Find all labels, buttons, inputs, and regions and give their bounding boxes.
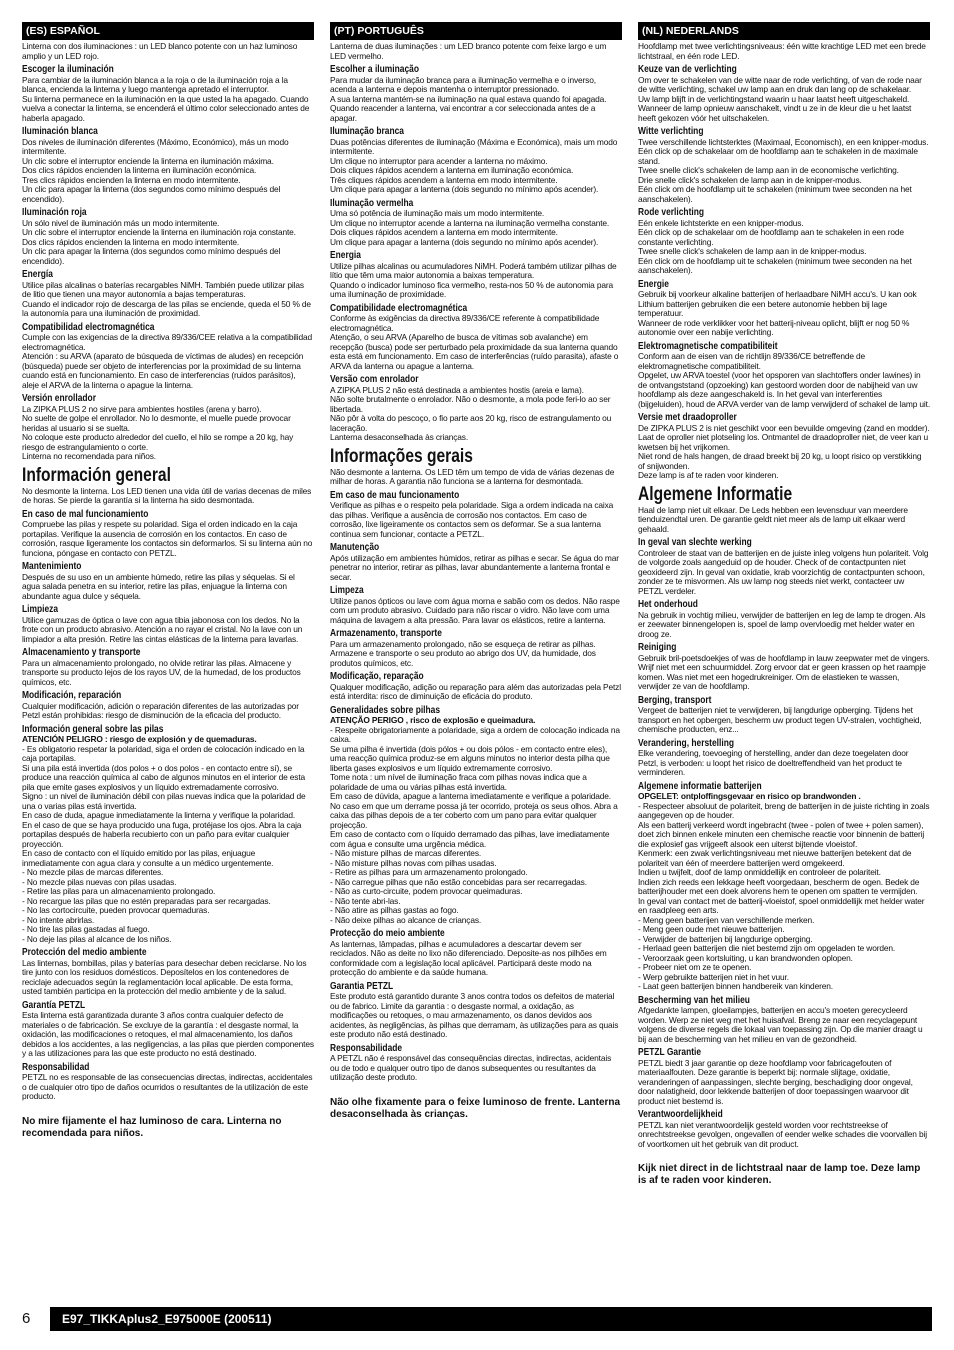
section-body: Un sólo nivel de iluminación más un modo intermitente. Un clic sobre el interruptor enciende la linterna en iluminación roja constante. Dos clics rápidos encienden la linterna en modo intermitente. Un clic para apagar la linterna (dos segundos como mínimo después del encendido). bbox=[22, 217, 296, 266]
section-heading: Generalidades sobre pilhas bbox=[330, 704, 441, 716]
section-heading: Versión enrollador bbox=[22, 393, 96, 404]
section-body: PETZL kan niet verantwoordelijk gesteld worden voor rechtstreekse of onrechtstreekse gevolgen, ongevallen of eender welke schades die voorvallen bij of voortkomen uit het gebruik van dit product. bbox=[638, 1119, 927, 1149]
section bbox=[638, 126, 930, 204]
section bbox=[22, 561, 314, 601]
section-heading: Iluminación blanca bbox=[22, 126, 98, 137]
section-heading: Iluminación roja bbox=[22, 207, 87, 218]
intro-text: Linterna con dos iluminaciones : un LED blanco potente con un haz luminoso amplio y un LED rojo. bbox=[22, 41, 298, 61]
section-body: Duas potências diferentes de iluminação (Máxima e Económica), mais um modo intermitente. Um clique no interruptor para acender a lanterna no máximo. Dois cliques rápidos acendem a lanterna em iluminação económica. Três cliques rápidos acendem a lanterna em modo intermitente. Um clique para apagar a lanterna (dois segundo no mínimo após acender). bbox=[330, 136, 618, 194]
section-body: Gebruik bril-poetsdoekjes of was de hoofdlamp in lauw zeepwater met de vingers. Wrijf niet met een schuurmiddel. Zorg ervoor dat er geen krassen op het raampje komen. Was niet met een hogedrukreiniger. Om de elastieken te wassen, verwijder ze van de hoofdlamp. bbox=[638, 652, 930, 691]
general-info-title: Informações gerais bbox=[330, 445, 473, 467]
section bbox=[638, 64, 930, 123]
section bbox=[638, 1047, 930, 1106]
section-heading: Het onderhoud bbox=[638, 599, 698, 610]
section-body: De ZIPKA PLUS 2 is niet geschikt voor een bevuilde omgeving (zand en modder). Laat de oproller niet plotseling los. Ontmantel de draadoproller niet, de veer kan u kwetsen bij het vrijkomen. Niet rond de hals hangen, de draad breekt bij 20 kg, u loopt risico op verstikking of snijwonden. Deze lamp is af te raden voor kinderen. bbox=[638, 422, 930, 480]
section-heading: Reiniging bbox=[638, 642, 677, 653]
section bbox=[330, 198, 622, 248]
section bbox=[330, 628, 622, 668]
general-info-intro: No desmonte la linterna. Los LED tienen una vida útil de varias decenas de miles de horas. Se pierde la garantía si la linterna ha sido desmontada. bbox=[22, 485, 312, 505]
section-body: A PETZL não é responsável das consequências directas, indirectas, acidentais ou de todo e qualquer outro tipo de danos subsequentes ou resultantes da utilização deste produto. bbox=[330, 1053, 612, 1082]
section-body: - Respecteer absoluut de polariteit, breng de batterijen in de juiste richting in zoals aangegeven op de houder. Als een batterij verkeerd wordt ingebracht (twee - polen of twee + polen samen), doet zich binnen enkele minuten een chemische reactie voor binnenin de batterij die explosief gas vrijgeeft alsook een uiterst bijtende vloeistof. Kenmerk: een zwak verlichtingsniveau met nieuwe batterijen betekent dat de polariteit van één of meerdere batterijen werd omgekeerd. Indien u twijfelt, doof de lamp onmiddellijk en controleer de polariteit. Indien zich reeds een lekkage heeft voorgedaan, bescherm de ogen. Bedek de batterijhouder met een doek alvorens hem te openen om spatten te vermijden. In geval van contact met de batterij-vloeistof, spoel onmiddellijk met helder water en raadpleeg een arts. - Meng geen batterijen van verschillende merken. - Meng geen oude met nieuwe batterijen. - Verwijder de batterijen bij langdurige opberging. - Herlaad geen batterijen die niet bestemd zijn om opgeladen te worden. - Veroorzaak geen kortsluiting, u kan brandwonden oplopen. - Probeer niet om ze te openen. - Werp gebruikte batterijen niet in het vuur. - Laat geen batterijen binnen handbereik van kinderen. bbox=[638, 800, 930, 991]
section-body: A ZIPKA PLUS 2 não está destinada a ambientes hostis (areia e lama). Não solte brutalmente o enrolador. Não o desmonte, a mola pode feri-lo ao ser libertada. Não pôr à volta do pescoço, o fio parte aos 20 kg, risco de estrangulamento ou laceração. Lanterna desaconselhada às crianças. bbox=[330, 384, 612, 442]
section-heading: Responsabilidade bbox=[330, 1042, 403, 1054]
section-body: Utilice gamuzas de óptica o lave con agua tibia jabonosa con los dedos. No la frote con un producto abrasivo. Atención a no rayar el cristal. No la lave con un limpiador a alta presión. Retire las cintas elásticas de la linterna para lavarlas. bbox=[22, 614, 303, 644]
section-body: Eén enkele lichtsterkte en een knipper-modus. Eén click op de schakelaar om de hoofdlamp aan te schakelen in een rode constante verlichting. Twee snelle click's schakelen de lamp aan in de knipper-modus. Eén click om de hoofdlamp uit te schakelen (minimum twee seconden na het aanschakelen). bbox=[638, 217, 912, 275]
safety-note: No mire fijamente el haz luminoso de cara. Linterna no recomendada para niños. bbox=[22, 1115, 282, 1139]
section-body: Dos niveles de iluminación diferentes (Máximo, Económico), más un modo intermitente. Un clic sobre el interruptor enciende la linterna en iluminación máxima. Dos clics rápidos encienden la linterna en iluminación económica. Tres clics rápidos encienden la linterna en modo intermitente. Un clic para apagar la linterna (dos segundos como mínimo después del encendido). bbox=[22, 136, 289, 204]
section-heading: Protecção do meio ambiente bbox=[330, 928, 445, 939]
section-body: - Es obligatorio respetar la polaridad, siga el orden de colocación indicado en la caja portapilas. Si una pila está invertida (dos polos + o dos polos - en contacto entre sí), se produce una reacción química al cabo de algunos minutos en el interior de esta pila que emite gases explosivos y un líquido extremadamente corrosivo. Signo : un nivel de iluminación débil con pilas nuevas indica que la polaridad de una o varias pilas está invertida. En caso de duda, apague inmediatamente la linterna y verifique la polaridad. En el caso de que se haya producido una fuga, protéjase los ojos. Abra la caja portapilas después de haberla recubierto con un paño para evitar cualquier proyección. En caso de contacto con el líquido emitido por las pilas, enjuague inmediatamente con agua clara y consulte a un médico urgentemente. - No mezcle pilas de marcas diferentes. - No mezcle pilas nuevas con pilas usadas. - Retire las pilas para un almacenamiento prolongado. - No recargue las pilas que no estén preparadas para ser recargadas. - No las cortocircuite, pueden provocar quemaduras. - No intente abrirlas. - No tire las pilas gastadas al fuego. - No deje las pilas al alcance de los niños. bbox=[22, 743, 306, 944]
section bbox=[638, 1109, 930, 1149]
safety-note: Não olhe fixamente para o feixe luminoso de frente. Lanterna desaconselhada às crianças. bbox=[330, 1096, 621, 1120]
section bbox=[22, 207, 314, 266]
section bbox=[22, 947, 314, 997]
section bbox=[638, 207, 930, 276]
section-body: Las linternas, bombillas, pilas y baterías para desechar deben reciclarse. No los tire junto con los residuos domésticos. Deposítelos en los contenedores de reciclaje adecuados según la reglamentación local aplicable. De esta forma, usted también participa en la protección del medio ambiente y de la salud. bbox=[22, 957, 307, 996]
section bbox=[638, 412, 930, 481]
section bbox=[638, 341, 930, 410]
section-body: - Respeite obrigatoriamente a polaridade, siga a ordem de colocação indicada na caixa. Se uma pilha é invertida (dois pólos + ou dois pólos - em contacto entre eles), uma reacção química produz-se em alguns minutos no interior desta pilha que liberta gases explosivos e um líquido extremamente corrosivo. Tome nota : um nível de iluminação fraca com pilhas novas indica que a polaridade de uma ou várias pilhas está invertida. Em caso de dúvida, apague a lanterna imediatamente e verifique a polaridade. No caso em que um derrame possa já ter ocorrido, proteja os seus olhos. Abra a caixa das pilhas depois de a ter coberto com um pano para evitar qualquer projecção. Em caso de contacto com o líquido derramado das pilhas, lave imediatamente com água e consulte uma urgência médica. - Não misture pilhas de marcas diferentes. - Não misture pilhas novas com pilhas usadas. - Retire as pilhas para um armazenamento prolongado. - Não carregue pilhas que não estão concebidas para ser recarregadas. - Não as curto-circuite, podem provocar queimaduras. - Não tente abri-las. - Não atire as pilhas gastas ao fogo. - Não deixe pilhas ao alcance de crianças. bbox=[330, 724, 620, 925]
section-body: Qualquer modificação, adição ou reparação para além das autorizadas pela Petzl está interdita: risco de diminuição de eficácia do produto. bbox=[330, 681, 621, 701]
section bbox=[22, 64, 314, 123]
section-heading: Limpeza bbox=[330, 585, 364, 596]
page-footer bbox=[22, 1307, 932, 1331]
section-heading: Energía bbox=[22, 269, 53, 280]
section bbox=[330, 928, 622, 978]
language-header: (PT) PORTUGUÊS bbox=[330, 22, 622, 40]
section-body: Uma só potência de iluminação mais um modo intermitente. Um clique no interruptor acende a lanterna na iluminação vermelha constante. Dois cliques rápidos acendem a lanterna em modo intermitente. Um clique para apagar a lanterna (dois segundo no mínimo após acender). bbox=[330, 208, 610, 247]
section bbox=[638, 781, 930, 992]
column-spanish bbox=[22, 22, 314, 1140]
section-body: Twee verschillende lichtsterktes (Maximaal, Economisch), en een knipper-modus. Eén click op de schakelaar om de hoofdlamp aan te schakelen in de maximale stand. Twee snelle click's schakelen de lamp aan in de economische verlichting. Drie snelle click's schakelen de lamp aan in de knipper-modus. Eén click om de hoofdlamp uit te schakelen (minimum twee seconden na het aanschakelen). bbox=[638, 136, 929, 204]
section-body: La ZIPKA PLUS 2 no sirve para ambientes hostiles (arena y barro). No suelte de golpe el enrollador. No lo desmonte, el muelle puede provocar heridas al usuario si se suelta. No coloque este producto alrededor del cuello, el hilo se rompe a 20 kg, hay riesgo de estrangulamiento o corte. Linterna no recomendada para niños. bbox=[22, 403, 294, 461]
warning-label: OPGELET: ontploffingsgevaar en risico op brandwonden . bbox=[638, 791, 861, 801]
section-heading: Responsabilidad bbox=[22, 1061, 90, 1073]
section bbox=[22, 647, 314, 687]
section-heading: En caso de mal funcionamiento bbox=[22, 508, 149, 520]
section bbox=[22, 322, 314, 391]
section bbox=[22, 1000, 314, 1059]
section bbox=[330, 585, 622, 625]
section-heading: Berging, transport bbox=[638, 694, 712, 706]
section-body: Utilize pilhas alcalinas ou acumuladores NiMH. Poderá também utilizar pilhas de lítio que têm uma maior autonomia a baixas temperatura. Quando o indicador luminoso fica vermelho, resta-nos 50 % de autonomia para uma iluminação de proximidade. bbox=[330, 260, 617, 299]
section-heading: Garantía PETZL bbox=[22, 999, 86, 1011]
section bbox=[638, 537, 930, 596]
section-heading: Rode verlichting bbox=[638, 207, 705, 218]
section-body: Después de su uso en un ambiente húmedo, retire las pilas y séquelas. Si el agua salada penetra en su interior, retire las pilas, enjuague la linterna con abundante agua dulce y séquela. bbox=[22, 571, 295, 601]
section-body: Conform aan de eisen van de richtlijn 89/336/CE betreffende de elektromagnetische compatibiliteit. Opgelet, uw ARVA toestel (voor het opsporen van slachtoffers onder lawines) in de ontvangststand (opzoeking) kan gestoord worden door de nabijheid van uw hoofdlamp als deze aangeschakeld is. In het geval van interferenties (bijgeluiden), houd de ARVA verder van de lamp verwijderd of schakel de lamp uit. bbox=[638, 351, 931, 409]
section-body: Gebruik bij voorkeur alkaline batterijen of herlaadbare NiMH accu's. U kan ook Lithium batterijen gebruiken die een betere autonomie hebben bij lage temperatuur. Wanneer de rode verklikker voor het batterij-niveau oplicht, blijft er nog 50 % autonomie over een nabije verlichting. bbox=[638, 289, 917, 337]
section-heading: Modificação, reparação bbox=[330, 671, 424, 682]
section-body: Afgedankte lampen, gloeilampjes, batterijen en accu's moeten gerecycleerd worden. Werp ze niet weg met het huisafval. Breng ze naar een recyclagepunt volgens de diverse regels die lokaal van toepassing zijn. Op die manier draagt u bij aan de bescherming van het milieu en van de gezondheid. bbox=[638, 1005, 923, 1044]
section-body: Verifique as pilhas e o respeito pela polaridade. Siga a ordem indicada na caixa das pilhas. Verifique a ausência de corrosão nos contactos. Em caso de corrosão, lixe ligeiramente os contactos sem os deformar. Se a sua lanterna continua sem funcionar, contacte a PETZL. bbox=[330, 500, 614, 539]
section-body: Conforme às exigências da directiva 89/336/CE referente à compatibilidade electromagnética. Atenção, o seu ARVA (Aparelho de busca de vítimas sob avalanche) em recepção (busca) pode ser perturbado pela proximidade da sua lanterna quando esta está em funcionamento. Em caso de interferências (ruído parasita), afaste o ARVA da lanterna ou apague a lanterna. bbox=[330, 313, 619, 371]
intro-text: Hoofdlamp met twee verlichtingsniveaus: één witte krachtige LED met een brede lichtstraal, en één rode LED. bbox=[638, 41, 926, 61]
section-heading: Witte verlichting bbox=[638, 126, 704, 137]
column-portuguese bbox=[330, 22, 622, 1121]
section-body: Para um armazenamento prolongado, não se esqueça de retirar as pilhas. Armazene e transporte o seu produto ao abrigo dos UV, da humidade, dos produtos químicos, etc. bbox=[330, 638, 596, 668]
general-info-intro: Haal de lamp niet uit elkaar. De Leds hebben een levensduur van meerdere tienduizendtal uren. De garantie geldt niet meer als de lamp uit elkaar werd gehaald. bbox=[638, 504, 908, 534]
section bbox=[330, 542, 622, 582]
warning-label: ATENÇÃO PERIGO , risco de explosão e queimadura. bbox=[330, 715, 536, 725]
section bbox=[330, 126, 622, 195]
section-heading: Versie met draadoproller bbox=[638, 412, 737, 423]
section-heading: Modificación, reparación bbox=[22, 690, 122, 701]
section bbox=[638, 599, 930, 639]
section-heading: Escolher a iluminação bbox=[330, 64, 419, 75]
section-heading: Protección del medio ambiente bbox=[22, 947, 147, 958]
section bbox=[22, 269, 314, 319]
section bbox=[330, 1043, 622, 1083]
language-header: (ES) ESPAÑOL bbox=[22, 22, 314, 40]
section-body: Utilize panos ópticos ou lave com água morna e sabão com os dedos. Não raspe com um produto abrasivo. Cuidado para não riscar o vidro. Não lave com uma máquina de lavagem a alta pressão. Para lavar os elásticos, retire a lanterna. bbox=[330, 595, 620, 625]
section-heading: Algemene informatie batterijen bbox=[638, 780, 762, 792]
section-heading: Armazenamento, transporte bbox=[330, 628, 442, 639]
section-heading: In geval van slechte werking bbox=[638, 537, 752, 548]
section-body: Para un almacenamiento prolongado, no olvide retirar las pilas. Almacene y transporte su producto lejos de los rayos UV, de la humedad, de los productos químicos, etc. bbox=[22, 657, 301, 687]
section-heading: Iluminação branca bbox=[330, 126, 404, 137]
general-info-title: Información general bbox=[22, 464, 171, 486]
section-heading: Compatibilidad electromagnética bbox=[22, 321, 155, 333]
section bbox=[330, 250, 622, 300]
intro-text: Lanterna de duas iluminações : um LED branco potente com feixe largo e um LED vermelho. bbox=[330, 41, 607, 61]
section-heading: Información general sobre las pilas bbox=[22, 723, 164, 735]
section bbox=[22, 604, 314, 644]
section-heading: Energie bbox=[638, 278, 669, 290]
safety-note: Kijk niet direct in de lichtstraal naar de lamp toe. Deze lamp is af te raden voor kinderen. bbox=[638, 1163, 921, 1186]
section bbox=[330, 981, 622, 1040]
section-heading: Garantia PETZL bbox=[330, 980, 394, 992]
page-number: 6 bbox=[22, 1310, 31, 1327]
section bbox=[330, 705, 622, 926]
section-body: Elke verandering, toevoeging of herstelling, ander dan deze toegelaten door Petzl, is verboden: u loopt het risico de doeltreffendheid van het product te verminderen. bbox=[638, 748, 909, 777]
section-heading: Manutenção bbox=[330, 542, 380, 553]
section-heading: Versão com enrolador bbox=[330, 374, 419, 385]
section-heading: Verandering, herstelling bbox=[638, 737, 734, 749]
language-header: (NL) NEDERLANDS bbox=[638, 22, 930, 40]
document-reference: E97_TIKKAplus2_E975000E (200511) bbox=[50, 1307, 932, 1331]
section-body: Este produto está garantido durante 3 anos contra todos os defeitos de material ou de fabrico. Limite da garantia : o desgaste normal, a oxidação, as modificações ou retoques, o mau armazenamento, os danos devidos aos acidentes, às negligências, às pilhas que derramam, às utilizações para as quais este produto não está destinado. bbox=[330, 991, 619, 1039]
section bbox=[638, 995, 930, 1045]
section-heading: Mantenimiento bbox=[22, 561, 82, 572]
section-body: Esta linterna está garantizada durante 3 años contra cualquier defecto de materiales o de fabricación. Se excluye de la garantía : el desgaste normal, la oxidación, las modificaciones o retoques, el mal almacenamiento, los daños debidos a los accidentes, a las negligencias, a las pilas que pierden componentes y a las utilizaciones para las que este producto no está destinado. bbox=[22, 1010, 314, 1058]
section-heading: Escoger la iluminación bbox=[22, 64, 114, 75]
section-body: Para mudar da iluminação branca para a iluminação vermelha e o inverso, acenda a lanterna e depois mantenha o interruptor pressionado. A sua lanterna mantém-se na iluminação na qual estava quando foi apagada. Quando reacender a lanterna, vai encontrar a cor seleccionada antes de a apagar. bbox=[330, 74, 607, 123]
column-dutch bbox=[638, 22, 930, 1187]
section bbox=[22, 393, 314, 462]
section-body: Para cambiar de la iluminación blanca a la roja o de la iluminación roja a la blanca, encienda la linterna y luego mantenga apretado el interruptor. Su linterna permanece en la iluminación en la que usted la ha apagado. Cuando vuelva a conectar la linterna, se encenderá el último color seleccionado antes de haberla apagado. bbox=[22, 74, 310, 123]
section-heading: Bescherming van het milieu bbox=[638, 994, 750, 1006]
section bbox=[638, 695, 930, 735]
section-body: Cumple con las exigencias de la directiva 89/336/CEE relativa a la compatibilidad electromagnética. Atención : su ARVA (aparato de búsqueda de víctimas de aludes) en recepción (búsqueda) puede ser objeto de interferencias por la proximidad de su linterna cuando está en funcionamiento. En caso de interferencias (ruidos parásitos), aleje el ARVA de la linterna o apague la linterna. bbox=[22, 332, 312, 390]
section bbox=[330, 671, 622, 702]
section bbox=[638, 642, 930, 692]
section bbox=[22, 509, 314, 559]
section-body: Compruebe las pilas y respete su polaridad. Siga el orden indicado en la caja portapilas. Verifique la ausencia de corrosión en los contactos. En caso de corrosión, rasque ligeramente los contactos sin deformarlos. Si su linterna aún no funciona, póngase en contacto con PETZL. bbox=[22, 519, 313, 558]
general-info-intro: Não desmonte a lanterna. Os LED têm um tempo de vida de várias dezenas de milhar de horas. A garantia não funciona se a lanterna for desmontada. bbox=[330, 466, 615, 486]
section bbox=[330, 303, 622, 372]
section bbox=[330, 64, 622, 123]
section bbox=[22, 724, 314, 945]
section-body: Cualquier modificación, adición o reparación diferentes de las autorizadas por Petzl están prohibidas: riesgo de disminución de la eficacia del producto. bbox=[22, 700, 299, 720]
section-body: As lanternas, lâmpadas, pilhas e acumuladores a descartar devem ser reciclados. Não as deite no lixo não diferenciado. Deposite-as nos pilhões em conformidade com a legislação local aplicável. Participará deste modo na protecção do ambiente e da saúde humana. bbox=[330, 938, 607, 977]
section-heading: Em caso de mau funcionamento bbox=[330, 489, 460, 501]
section-heading: Verantwoordelijkheid bbox=[638, 1109, 723, 1120]
section bbox=[330, 374, 622, 443]
section-body: Vergeet de batterijen niet te verwijderen, bij langdurige opberging. Tijdens het transport en het opbergen, bescherm uw product tegen UV-stralen, vochtigheid, chemische producten, enz... bbox=[638, 705, 922, 734]
section bbox=[22, 1062, 314, 1102]
section-body: Na gebruik in vochtig milieu, verwijder de batterijen en leg de lamp te drogen. Als er zeewater binnengelopen is, spoel de lamp overvloedig met helder water en droog ze. bbox=[638, 609, 926, 639]
section-body: Controleer de staat van de batterijen en de juiste inleg volgens hun polariteit. Volg de volgorde zoals aangeduid op de houder. Check of de contactpunten niet geoxideerd zijn. In geval van oxidatie, krab voorzichtig de contactpunten schoon, zonder ze te misvormen. Als uw lamp nog steeds niet werkt, contacteer uw PETZL verdeler. bbox=[638, 547, 929, 596]
section-body: Após utilização em ambientes húmidos, retirar as pilhas e secar. Se água do mar penetrar no interior, retirar as pilhas, lavar abundantemente a lanterna frontal e secar. bbox=[330, 552, 619, 582]
section-body: PETZL no es responsable de las consecuencias directas, indirectas, accidentales o de cualquier otro tipo de daños ocurridos o resultantes de la utilización de este producto. bbox=[22, 1072, 313, 1101]
general-info-title: Algemene Informatie bbox=[638, 483, 793, 505]
section-heading: Keuze van de verlichting bbox=[638, 64, 737, 75]
section bbox=[22, 690, 314, 721]
section-heading: PETZL Garantie bbox=[638, 1047, 702, 1058]
section bbox=[22, 126, 314, 204]
section bbox=[330, 490, 622, 540]
section-heading: Almacenamiento y transporte bbox=[22, 647, 141, 658]
section-heading: Limpieza bbox=[22, 604, 59, 615]
section-heading: Energia bbox=[330, 250, 361, 261]
section-heading: Elektromagnetische compatibiliteit bbox=[638, 340, 778, 352]
warning-label: ATENCIÓN PELIGRO : riesgo de explosión y de quemaduras. bbox=[22, 734, 257, 744]
section-heading: Compatibilidade electromagnética bbox=[330, 302, 468, 314]
section-body: Om over te schakelen van de witte naar de rode verlichting, of van de rode naar de witte verlichting, schakel uw lamp aan en druk dan lang op de schakelaar. Uw lamp blijft in de verlichtingstand waarin u haar laatst heeft uitgeschakeld. Wanneer de lamp opnieuw aanschakelt, vindt u ze in de kleur die u het laatst heeft gekozen vóór het uitschakelen. bbox=[638, 74, 922, 123]
section-heading: Iluminação vermelha bbox=[330, 197, 414, 209]
section-body: PETZL biedt 3 jaar garantie op deze hoofdlamp voor fabricagefouten of materiaalfouten. Deze garantie is beperkt bij: normale slijtage, oxidatie, veranderingen of aanpassingen, slechte berging, beschadiging door ongeval, door nalatigheid, door lekkende batterijen of door toepassingen waarvoor dit product niet bestemd is. bbox=[638, 1057, 913, 1106]
section-body: Utilice pilas alcalinas o baterías recargables NiMH. También puede utilizar pilas de litio que tienen una mayor autonomía a bajas temperaturas. Cuando el indicador rojo de descarga de las pilas se enciende, queda el 50 % de la autonomía para una iluminación de proximidad. bbox=[22, 279, 311, 318]
section bbox=[638, 279, 930, 338]
section bbox=[638, 738, 930, 778]
